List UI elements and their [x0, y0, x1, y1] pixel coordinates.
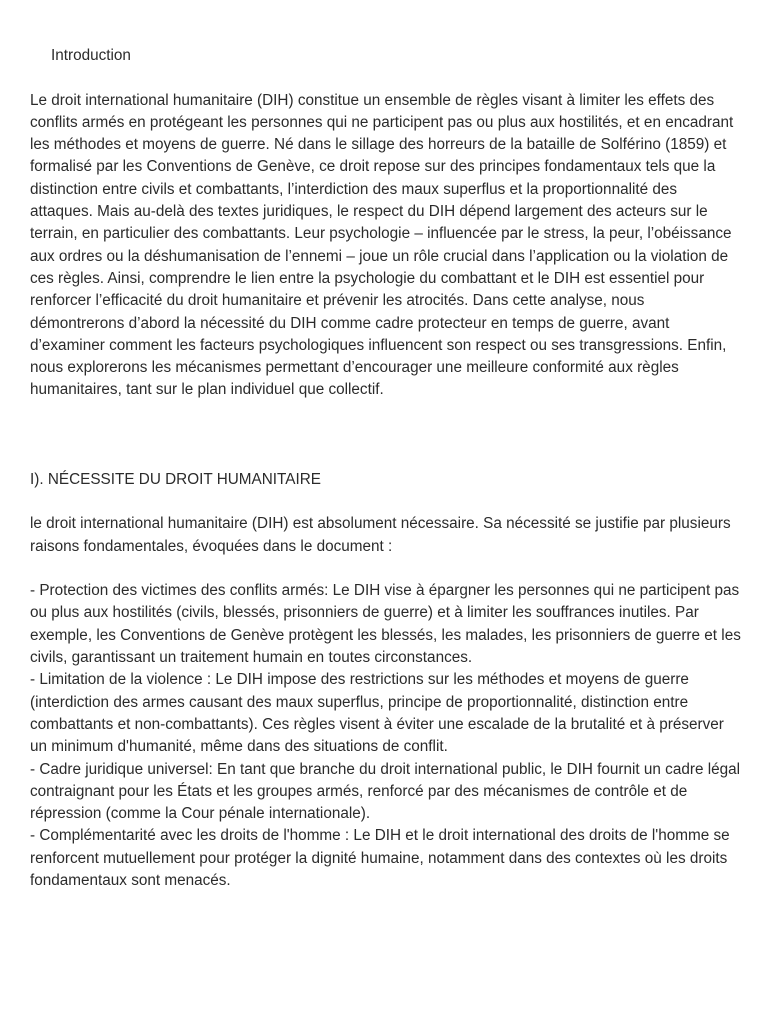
- spacer: [30, 67, 742, 89]
- spacer: [30, 402, 742, 469]
- spacer: [30, 558, 742, 580]
- spacer: [30, 491, 742, 513]
- section-lead-paragraph: le droit international humanitaire (DIH) est absolument nécessaire. Sa nécessité se justifie par plusieurs raisons fondamentales, évoquées dans le document :: [30, 515, 731, 555]
- list-item: - Cadre juridique universel: En tant que branche du droit international public, le DIH fournit un cadre légal contraignant pour les États et les groupes armés, renforcé par des mécanismes de contrôle et de répression (comme la Cour pénale internationale).: [30, 760, 741, 823]
- intro-paragraph: Le droit international humanitaire (DIH) constitue un ensemble de règles visant à limiter les effets des conflits armés en protégeant les personnes qui ne participent pas ou plus aux hostilités, et en encadrant les méthodes et moyens de guerre. Né dans le sillage des horreurs de la bataille de Solférino (1859) et formalisé par les Conventions de Genève, ce droit repose sur des principes fondamentaux tels que la distinction entre civils et combattants, l’interdiction des maux superflus et la proportionnalité des attaques. Mais au-delà des textes juridiques, le respect du DIH dépend largement des acteurs sur le terrain, en particulier des combattants. Leur psychologie – influencée par le stress, la peur, l’obéissance aux ordres ou la déshumanisation de l’ennemi – joue un rôle crucial dans l’application ou la violation de ces règles. Ainsi, comprendre le lien entre la psychologie du combattant et le DIH est essentiel pour renforcer l’efficacité du droit humanitaire et prévenir les atrocités. Dans cette analyse, nous démontrerons d’abord la nécessité du DIH comme cadre protecteur en temps de guerre, avant d’examiner comment les facteurs psychologiques influencent son respect ou ses transgressions. Enfin, nous explorerons les mécanismes permettant d’encourager une meilleure conformité aux règles humanitaires, tant sur le plan individuel que collectif.: [30, 91, 734, 399]
- section-heading: I). NÉCESSITE DU DROIT HUMANITAIRE: [30, 470, 321, 488]
- intro-title: Introduction: [51, 47, 131, 64]
- list-item: - Protection des victimes des conflits armés: Le DIH vise à épargner les personnes qui ne participent pas ou plus aux hostilités (civils, blessés, prisonniers de guerre) et à limiter les souffrances inutiles. Par exemple, les Conventions de Genève protègent les blessés, les malades, les prisonniers de guerre et les civils, garantissant un traitement humain en toutes circonstances.: [30, 582, 741, 667]
- list-item: - Complémentarité avec les droits de l'homme : Le DIH et le droit international des droits de l'homme se renforcent mutuellement pour protéger la dignité humaine, notamment dans des contextes où les droits fondamentaux sont menacés.: [30, 827, 730, 889]
- document-page: [30, 45, 742, 892]
- list-item: - Limitation de la violence : Le DIH impose des restrictions sur les méthodes et moyens de guerre (interdiction des armes causant des maux superflus, principe de proportionnalité, distinction entre combattants et non-combattants). Ces règles visent à éviter une escalade de la brutalité et à préserver un minimum d'humanité, même dans des situations de conflit.: [30, 671, 724, 756]
